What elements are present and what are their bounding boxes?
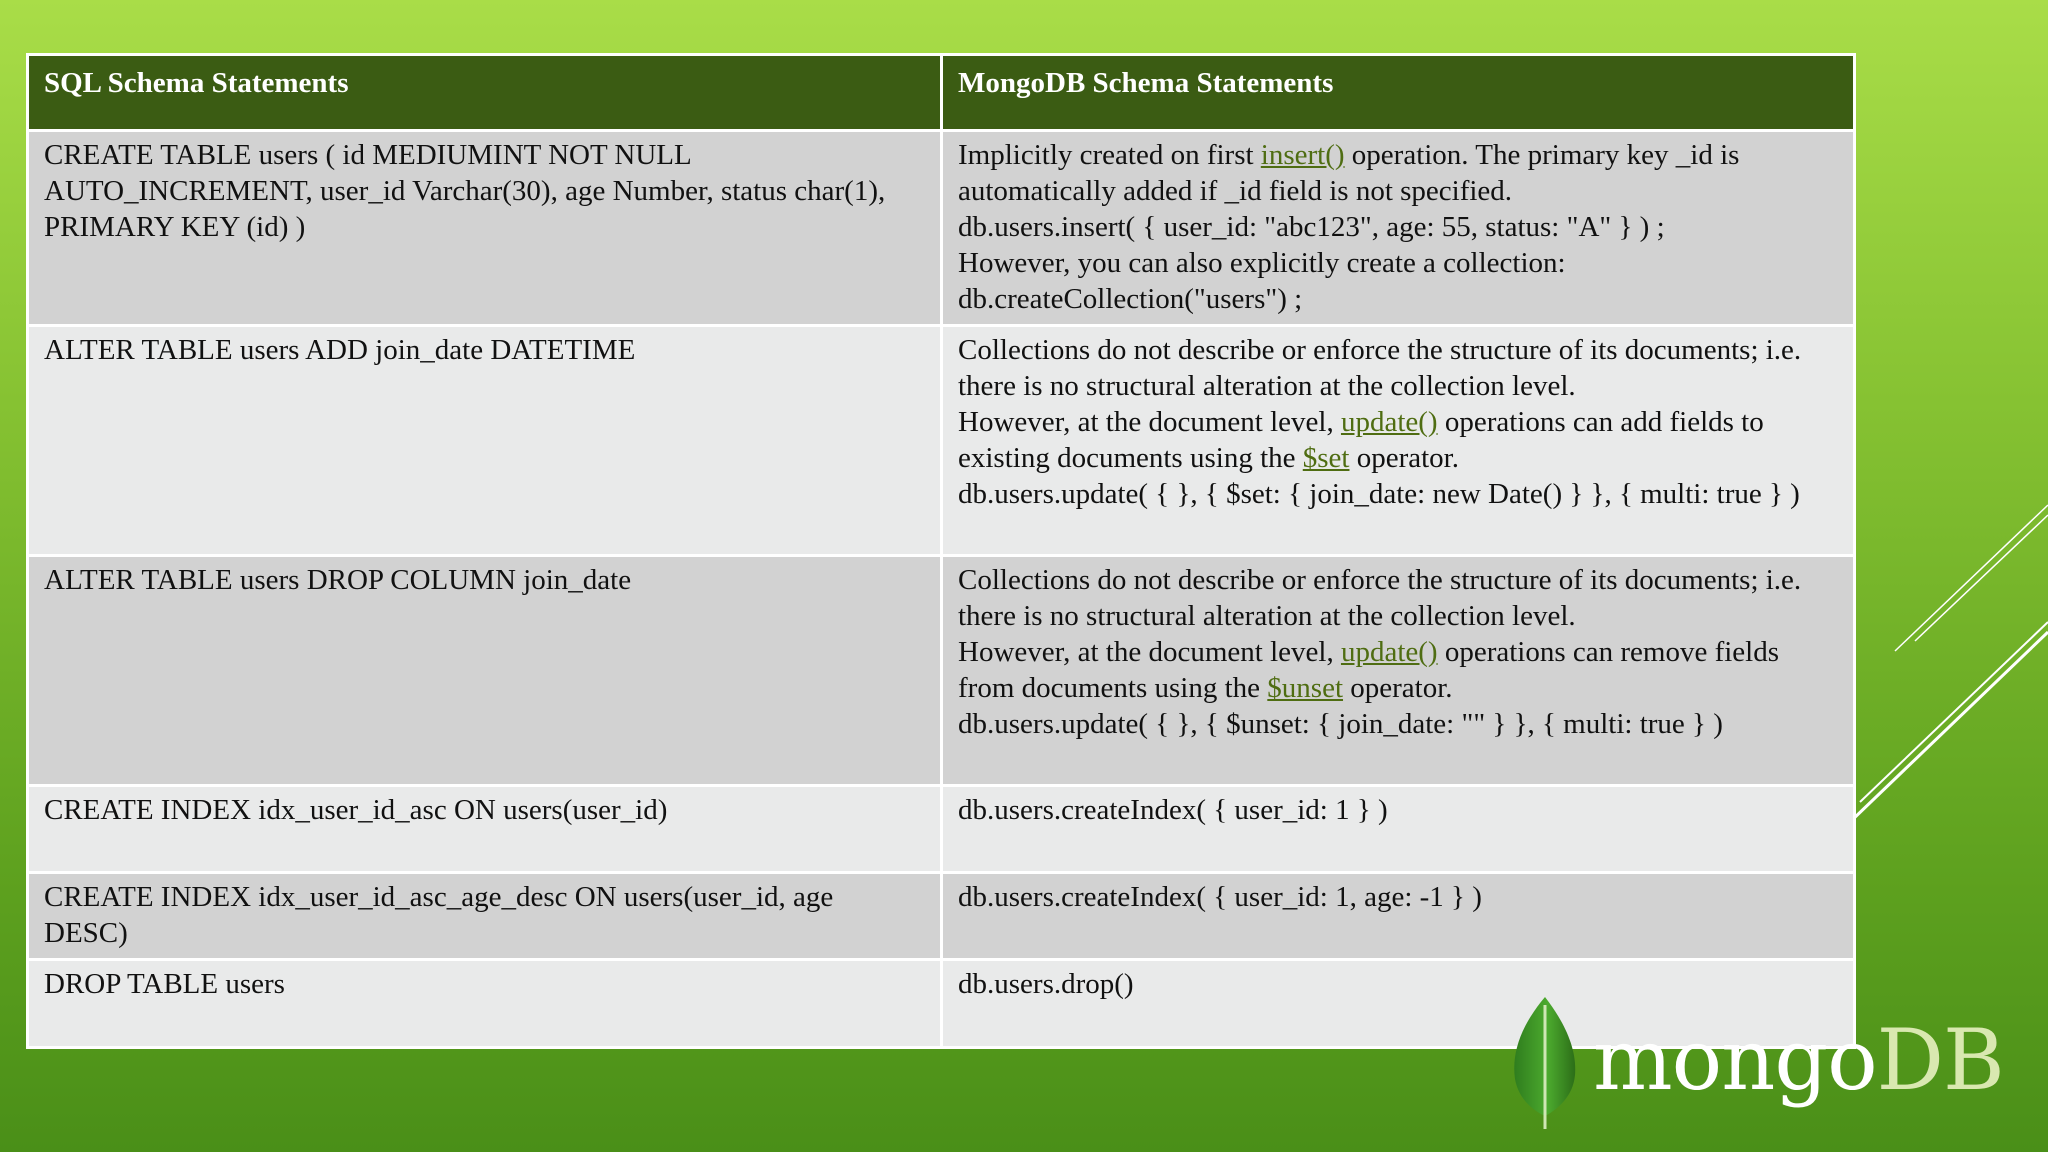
mongo-text: operator. (1349, 442, 1459, 474)
sql-cell (28, 960, 942, 1048)
mongo-line: Collections do not describe or enforce the structure of its documents; i.e. (958, 334, 1802, 366)
update-doc-link[interactable]: update() (1340, 636, 1438, 668)
table-row (28, 326, 1855, 556)
mongo-text: However, at the document level, (958, 406, 1341, 438)
mongo-line: db.users.createIndex( { user_id: 1 } ) (958, 794, 1388, 826)
mongo-text: Implicitly created on first (958, 139, 1261, 171)
sql-cell (28, 556, 942, 786)
update-doc-link[interactable]: update() (1340, 406, 1438, 438)
mongodb-cell (942, 786, 1855, 873)
sql-line: PRIMARY KEY (id) ) (44, 211, 306, 243)
header-sql: SQL Schema Statements (28, 55, 942, 131)
mongo-line: db.users.update( { }, { $unset: { join_date: "" } }, { multi: true } ) (958, 708, 1723, 740)
mongo-line: db.users.drop() (958, 968, 1134, 1000)
mongodb-cell (942, 326, 1855, 556)
table-header-row (28, 55, 1855, 131)
insert-doc-link[interactable]: insert() (1260, 139, 1345, 171)
unset-operator-link[interactable]: $unset (1267, 672, 1344, 704)
mongo-text: operator. (1343, 672, 1453, 704)
leaf-icon (1505, 993, 1585, 1133)
mongo-text: operation. The primary key _id is (1344, 139, 1740, 171)
mongo-text: However, at the document level, (958, 636, 1341, 668)
logo-text-db: DB (1876, 1011, 2004, 1109)
mongo-text: operations can add fields to (1437, 406, 1764, 438)
sql-line: ALTER TABLE users DROP COLUMN join_date (44, 564, 632, 596)
logo-text-mongo: mongo (1593, 1011, 1877, 1109)
mongo-text: from documents using the (958, 672, 1268, 704)
mongo-line: db.users.createIndex( { user_id: 1, age: -1 } ) (958, 881, 1482, 913)
sql-line: DESC) (44, 917, 128, 949)
set-operator-link[interactable]: $set (1302, 442, 1350, 474)
table-row (28, 556, 1855, 786)
mongo-text: existing documents using the (958, 442, 1303, 474)
logo-wordmark (1593, 1011, 2004, 1109)
sql-line: CREATE INDEX idx_user_id_asc_age_desc ON users(user_id, age (44, 881, 834, 913)
mongo-line: db.createCollection("users") ; (958, 283, 1303, 315)
mongodb-cell (942, 556, 1855, 786)
sql-cell (28, 131, 942, 326)
mongo-line: automatically added if _id field is not specified. (958, 175, 1513, 207)
sql-cell (28, 873, 942, 960)
sql-line: CREATE INDEX idx_user_id_asc ON users(user_id) (44, 794, 668, 826)
mongodb-logo (1505, 993, 2025, 1133)
mongo-line: Collections do not describe or enforce the structure of its documents; i.e. (958, 564, 1802, 596)
mongodb-cell (942, 131, 1855, 326)
schema-comparison-table (26, 53, 1856, 1049)
table-row (28, 873, 1855, 960)
mongo-line (958, 440, 1838, 476)
sql-line: CREATE TABLE users ( id MEDIUMINT NOT NULL (44, 139, 692, 171)
sql-cell (28, 786, 942, 873)
mongo-line: db.users.insert( { user_id: "abc123", age: 55, status: "A" } ) ; (958, 211, 1665, 243)
mongo-line (958, 137, 1838, 173)
mongo-line (958, 670, 1838, 706)
mongo-line: there is no structural alteration at the collection level. (958, 600, 1576, 632)
mongo-line: db.users.update( { }, { $set: { join_date: new Date() } }, { multi: true } ) (958, 478, 1800, 510)
mongo-line (958, 404, 1838, 440)
mongodb-cell (942, 873, 1855, 960)
sql-line: AUTO_INCREMENT, user_id Varchar(30), age Number, status char(1), (44, 175, 886, 207)
header-mongodb: MongoDB Schema Statements (942, 55, 1855, 131)
sql-cell (28, 326, 942, 556)
sql-line: DROP TABLE users (44, 968, 285, 1000)
mongo-text: operations can remove fields (1437, 636, 1780, 668)
mongo-line: there is no structural alteration at the collection level. (958, 370, 1576, 402)
table-row (28, 786, 1855, 873)
sql-line: ALTER TABLE users ADD join_date DATETIME (44, 334, 636, 366)
table-row (28, 131, 1855, 326)
mongo-line: However, you can also explicitly create a collection: (958, 247, 1566, 279)
mongo-line (958, 634, 1838, 670)
